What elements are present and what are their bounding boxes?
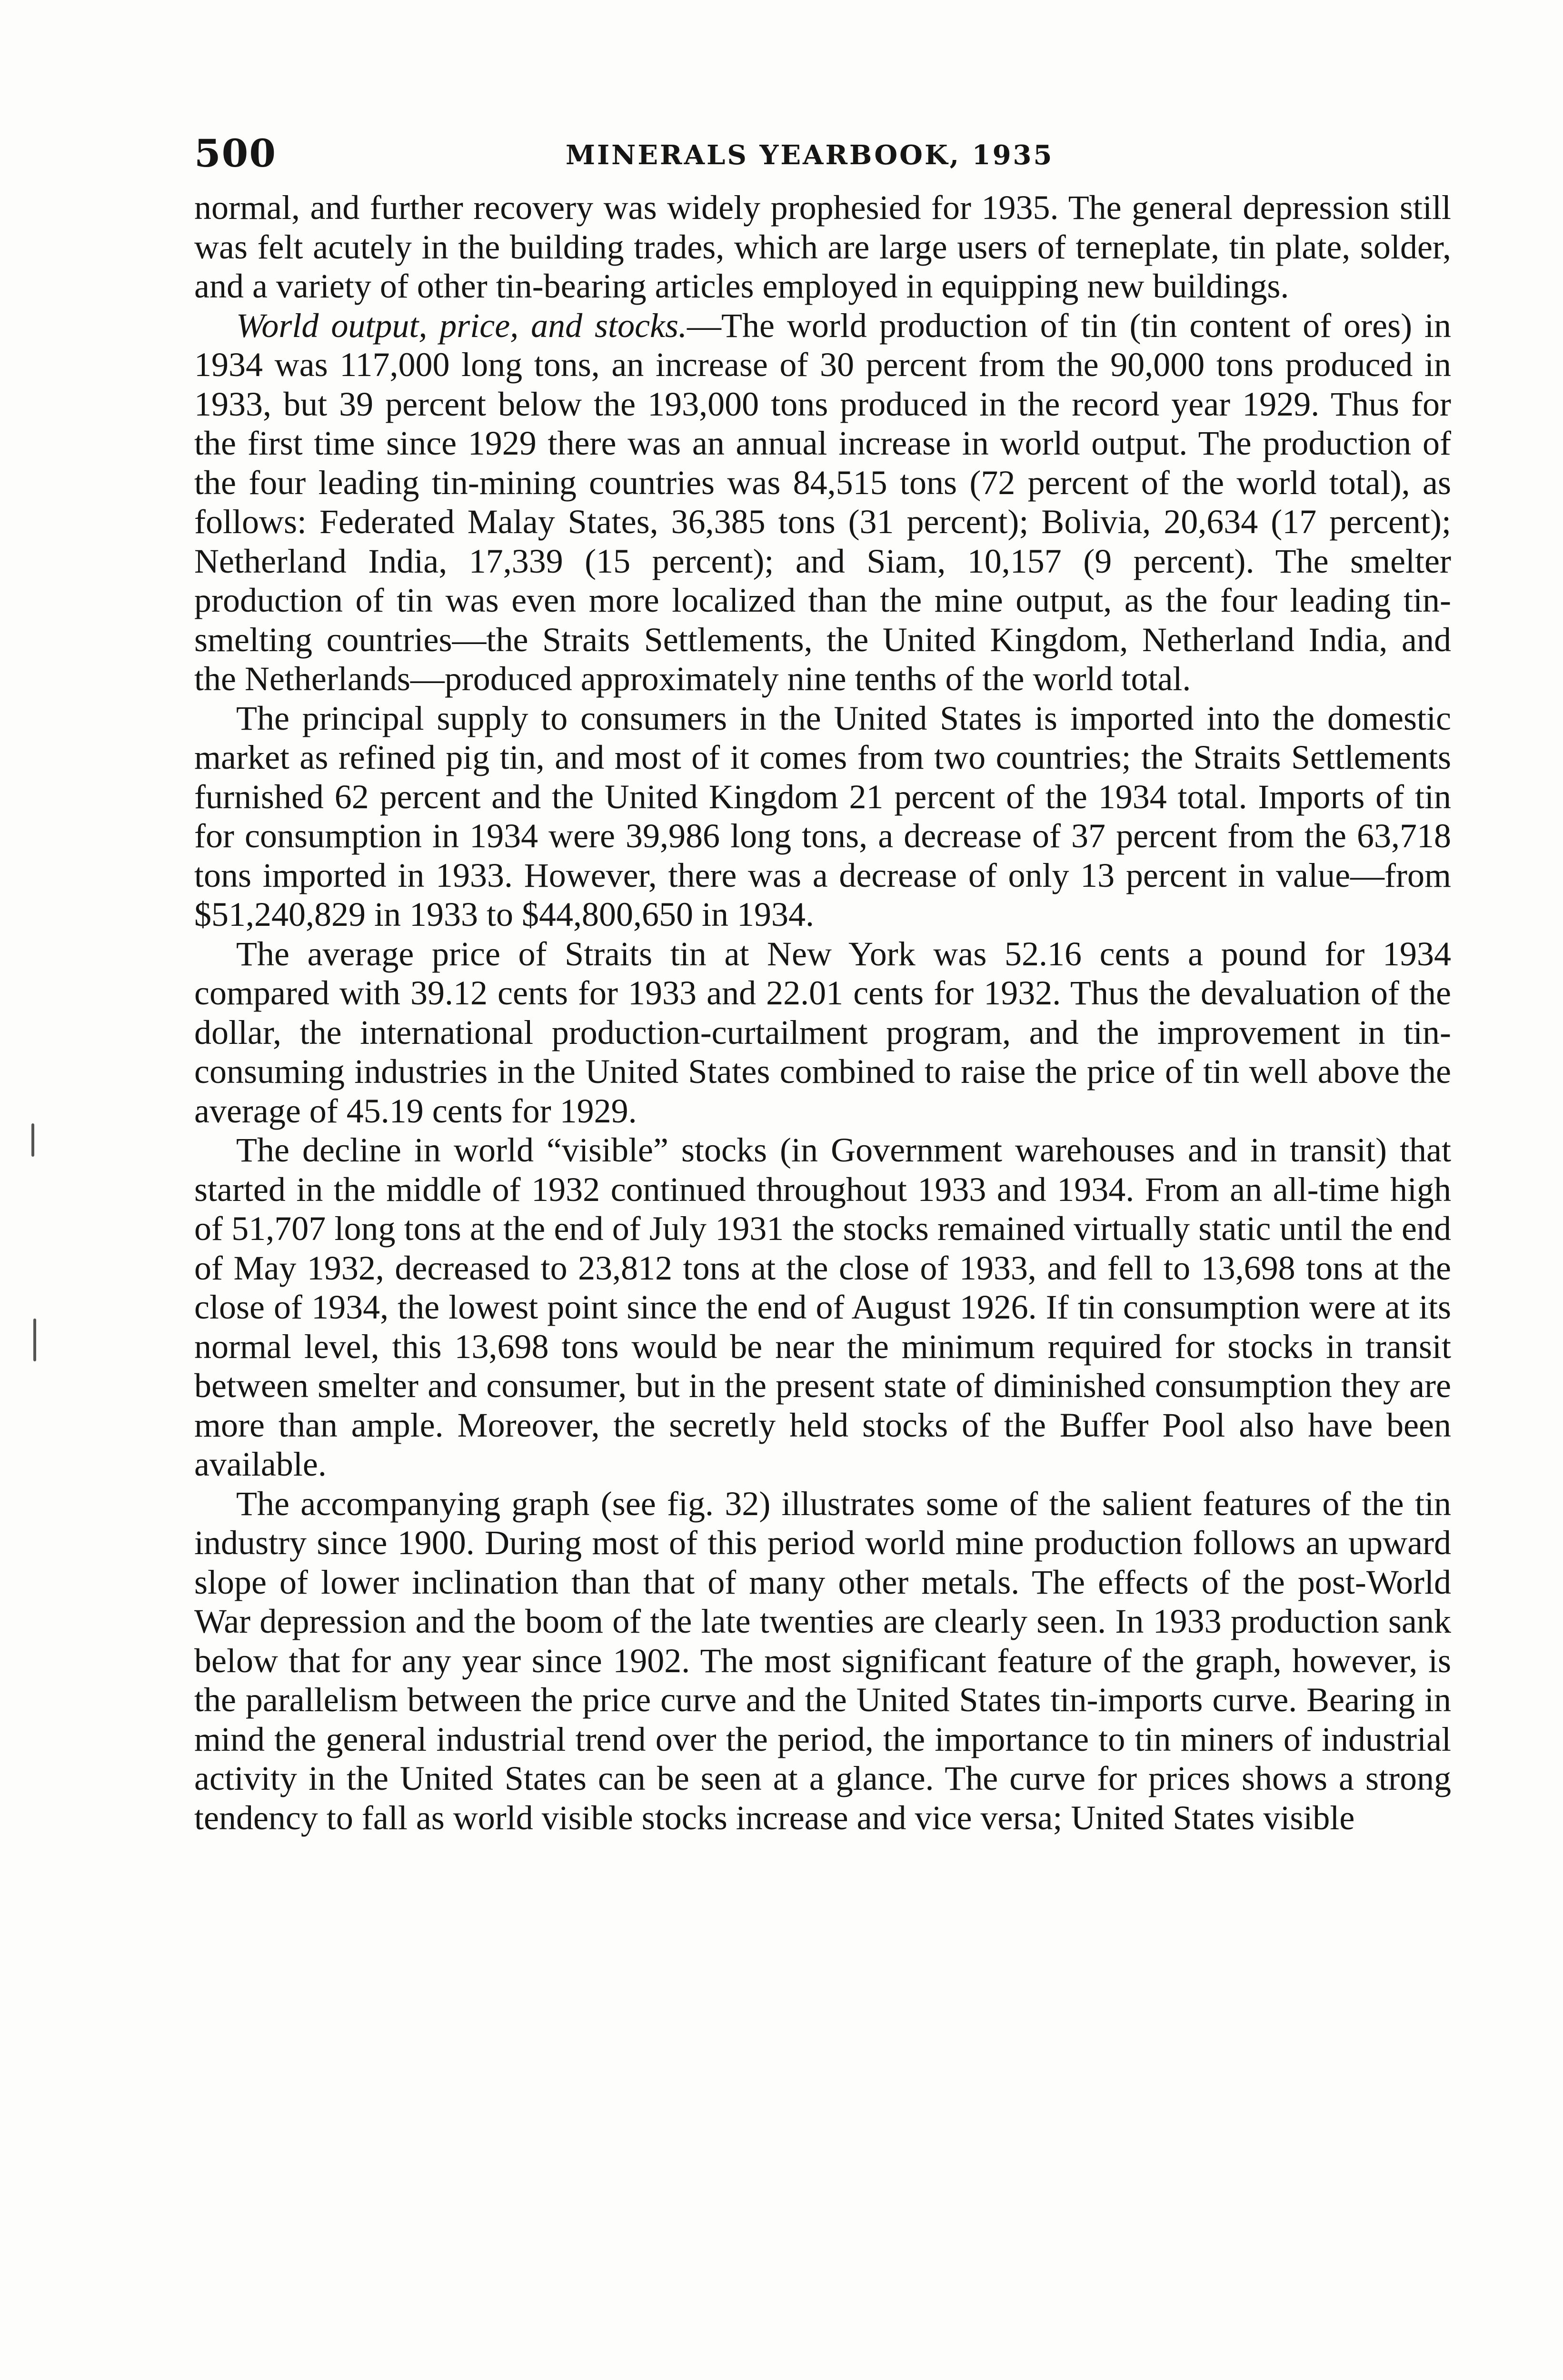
paragraph-stocks — [194, 1130, 1451, 1484]
paragraph-text: The decline in world “visible” stocks (in Government warehouses and in transit) that started in the middle of 1932 continued throughout 1933 and 1934. From an all-time high of 51,707 long tons at the end of July 1931 the stocks remained virtually static until the end of May 1932, decreased to 23,812 tons at the close of 1933, and fell to 13,698 tons at the close of 1934, the lowest point since the end of August 1926. If tin consumption were at its normal level, this 13,698 tons would be near the minimum required for stocks in transit between smelter and consumer, but in the present state of diminished consumption they are more than ample. Moreover, the secretly held stocks of the Buffer Pool also have been available. — [194, 1131, 1451, 1483]
paragraph-continuation — [194, 188, 1451, 306]
document-page — [194, 131, 1451, 1837]
margin-mark — [33, 1319, 36, 1361]
paragraph-price — [194, 934, 1451, 1131]
paragraph-text: The principal supply to consumers in the United States is imported into the domestic market as refined pig tin, and most of it comes from two countries; the Straits Settlements furnished 62 percent and the United Kingdom 21 percent of the 1934 total. Imports of tin for consumption in 1934 were 39,986 long tons, a decrease of 37 percent from the 63,718 tons imported in 1933. However, there was a decrease of only 13 percent in value—from $51,240,829 in 1933 to $44,800,650 in 1934. — [194, 699, 1451, 933]
margin-mark — [31, 1123, 34, 1157]
paragraph-graph — [194, 1484, 1451, 1838]
paragraph-imports — [194, 699, 1451, 934]
paragraph-text: normal, and further recovery was widely prophesied for 1935. The general depression still was felt acutely in the building trades, which are large users of terneplate, tin plate, solder, and a variety of other tin-bearing articles employed in equipping new buildings. — [194, 188, 1451, 305]
paragraph-lead-heading: World output, price, and stocks. — [236, 306, 687, 345]
paragraph-text: The accompanying graph (see fig. 32) illustrates some of the salient features of the tin industry since 1900. During most of this period world mine production follows an upward slope of lower inclination than that of many other metals. The effects of the post-World War depression and the boom of the late twenties are clearly seen. In 1933 production sank below that for any year since 1902. The most significant feature of the graph, however, is the parallelism between the price curve and the United States tin-imports curve. Bearing in mind the general industrial trend over the period, the importance to tin miners of industrial activity in the United States can be seen at a glance. The curve for prices shows a strong tendency to fall as world visible stocks increase and vice versa; United States visible — [194, 1484, 1451, 1837]
paragraph-text: —The world production of tin (tin content of ores) in 1934 was 117,000 long tons, an increase of 30 percent from the 90,000 tons produced in 1933, but 39 percent below the 193,000 tons produced in the record year 1929. Thus for the first time since 1929 there was an annual increase in world output. The production of the four leading tin-mining countries was 84,515 tons (72 percent of the world total), as follows: Federated Malay States, 36,385 tons (31 percent); Bolivia, 20,634 (17 percent); Netherland India, 17,339 (15 percent); and Siam, 10,157 (9 percent). The smelter production of tin was even more localized than the mine output, as the four leading tin-smelting countries—the Straits Settlements, the United Kingdom, Netherland India, and the Netherlands—produced approximately nine tenths of the world total. — [194, 306, 1451, 698]
running-head: MINERALS YEARBOOK, 1935 — [566, 139, 1054, 171]
page-header — [194, 131, 1451, 188]
page-number: 500 — [194, 131, 277, 176]
paragraph-text: The average price of Straits tin at New York was 52.16 cents a pound for 1934 compared with 39.12 cents for 1933 and 22.01 cents for 1932. Thus the devaluation of the dollar, the international production-curtailment program, and the improvement in tin-consuming industries in the United States combined to raise the price of tin well above the average of 45.19 cents for 1929. — [194, 934, 1451, 1130]
paragraph-world-output — [194, 306, 1451, 699]
